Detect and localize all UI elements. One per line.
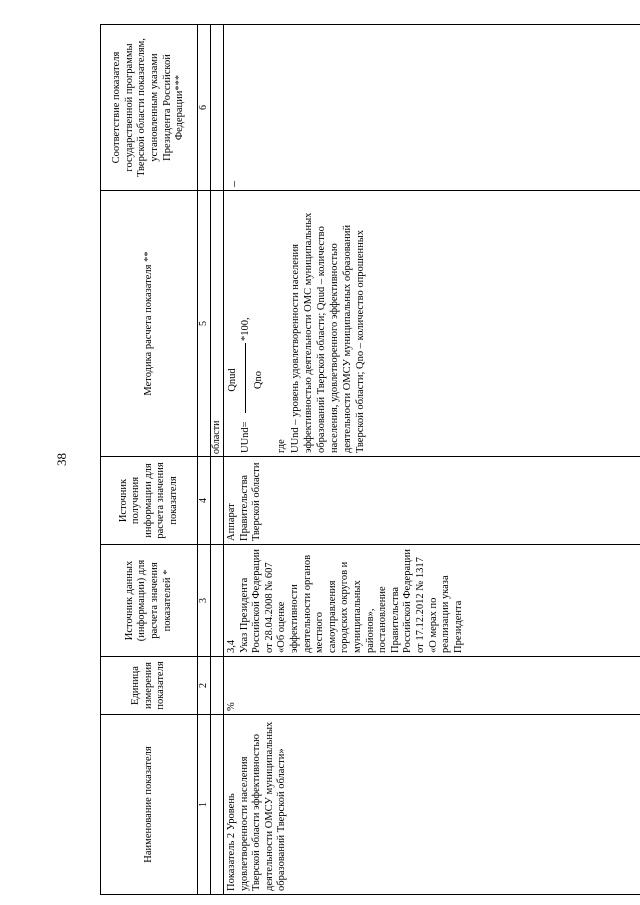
column-number-row	[198, 25, 211, 895]
formula-definitions: UUnd – уровень удовлетворенности населения эффективностью деятельности ОМС муниципальных образований Тверской области; Qnud – количество населения, удовлетворенного эффективностью деятельности ОМСУ муниципальных образований Тверской области; Qno – количество опрошенных	[289, 212, 367, 453]
continuation-row	[211, 25, 224, 895]
unit-cell: %	[224, 657, 640, 715]
info-source-cell: Аппарат Правительства Тверской области	[224, 457, 640, 545]
header-indicator-name: Наименование показателя	[101, 715, 198, 895]
indicators-table	[100, 24, 640, 895]
page-number: 38	[54, 453, 69, 466]
empty-cell	[211, 457, 224, 545]
table-row	[224, 25, 640, 895]
empty-cell	[211, 715, 224, 895]
formula-main-line	[239, 194, 252, 453]
table-header-row	[101, 25, 198, 895]
continuation-text: области	[211, 191, 224, 457]
data-source-cell: 3,4 Указ Президента Российской Федерации от 28.04.2008 № 607 «Об оценке эффективности деятельности органов местного самоуправления городских округов и муниципальных районов», постановление Правительства Российской Федерации от 17.12.2012 № 1317 «О мерах по реализации указа Президента	[224, 545, 640, 657]
header-unit: Единица измерения показателя	[101, 657, 198, 715]
rotated-table-frame	[100, 25, 640, 895]
indicator-name-cell: Показатель 2 Уровень удовлетворенности населения Тверской области эффективностью деятельности ОМСУ муниципальных образований Тверской области»	[224, 715, 640, 895]
column-number: 5	[198, 191, 211, 457]
formula-denominator-line	[252, 194, 265, 453]
header-data-source: Источник данных (информации) для расчета значения показателей *	[101, 545, 198, 657]
formula-numerator-line	[226, 194, 239, 453]
fraction-bar	[245, 343, 246, 413]
header-calc-method: Методика расчета показателя **	[101, 191, 198, 457]
header-correspondence: Соответствие показателя государственной программы Тверской области показателям, установленным указами Президента Российской Федерации***	[101, 25, 198, 191]
empty-cell	[211, 25, 224, 191]
table-container	[100, 25, 640, 895]
column-number: 1	[198, 715, 211, 895]
column-number: 6	[198, 25, 211, 191]
column-number: 4	[198, 457, 211, 545]
column-number: 2	[198, 657, 211, 715]
header-info-source: Источник получения информации для расчета значения показателя	[101, 457, 198, 545]
calc-method-cell	[224, 191, 640, 457]
formula-lhs: UUnd=	[240, 421, 252, 453]
formula-rhs: *100,	[240, 317, 252, 341]
column-number: 3	[198, 545, 211, 657]
formula-denominator: Qno	[253, 370, 265, 390]
formula-numerator: Qnud	[227, 368, 238, 392]
formula-where: где	[276, 439, 288, 453]
empty-cell	[211, 657, 224, 715]
correspondence-cell: –	[224, 25, 640, 191]
empty-cell	[211, 545, 224, 657]
